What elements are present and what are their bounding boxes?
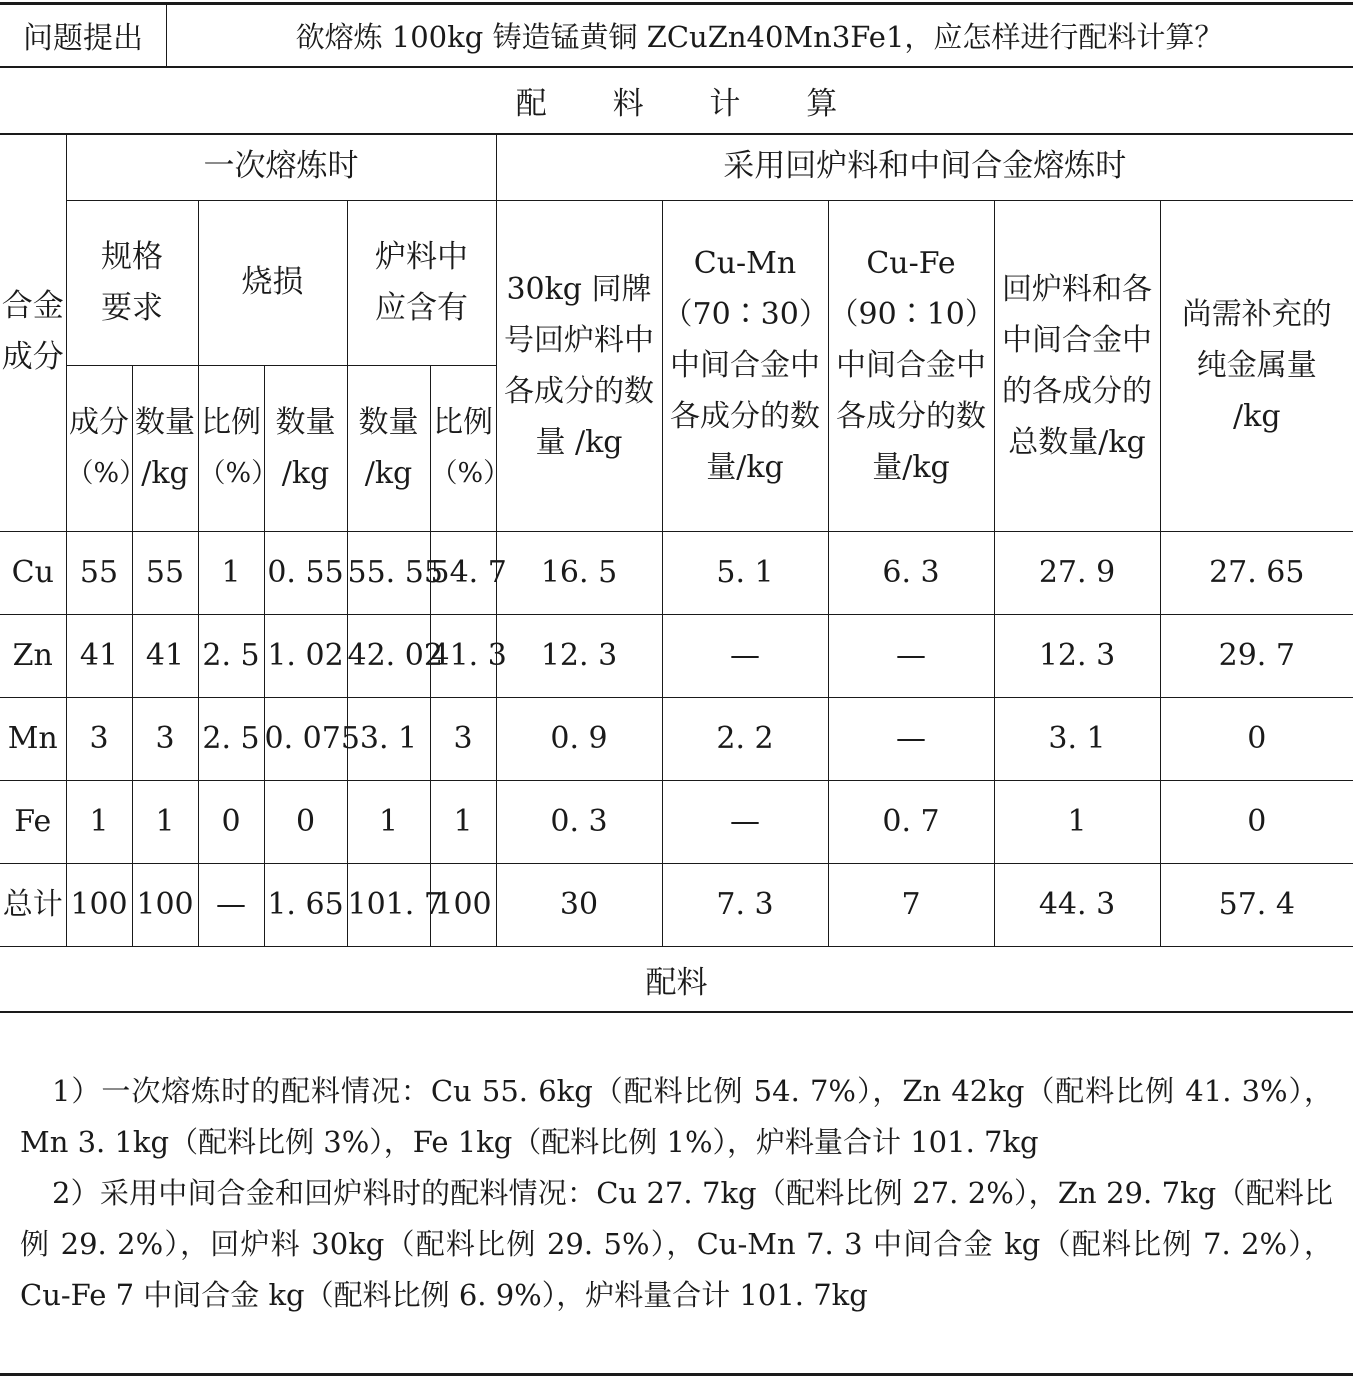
table-cell: 57. 4 — [1160, 863, 1353, 946]
table-cell: 3 — [66, 697, 132, 780]
table-cell: 1 — [994, 780, 1160, 863]
table-cell: 5. 1 — [662, 531, 828, 614]
sub-charge-pct: 比例 （%） — [430, 365, 496, 531]
table-cell: 55 — [66, 531, 132, 614]
table-cell: 7 — [828, 863, 994, 946]
mix-notes — [20, 1066, 1333, 1321]
table-cell: 54. 7 — [430, 531, 496, 614]
table-cell: 0 — [264, 780, 347, 863]
header-spec: 规格要求 — [66, 200, 198, 365]
table-cell: 0. 7 — [828, 780, 994, 863]
table-cell: 55. 55 — [347, 531, 430, 614]
table-cell: 2. 5 — [198, 614, 264, 697]
table-cell: 41 — [132, 614, 198, 697]
row-element: Fe — [0, 780, 66, 863]
table-cell: 41 — [66, 614, 132, 697]
mix-section-title: 配料 — [645, 964, 708, 1001]
calc-section-header — [0, 68, 1353, 133]
header-mixed-melt: 采用回炉料和中间合金熔炼时 — [496, 134, 1353, 200]
table-cell: 41. 3 — [430, 614, 496, 697]
note-single-melt: 1）一次熔炼时的配料情况：Cu 55. 6kg（配料比例 54. 7%），Zn 42kg（配料比例 41. 3%），Mn 3. 1kg（配料比例 3%），Fe 1kg（配料比例 1%），炉料量合计 101. 7kg — [20, 1074, 1333, 1159]
question-label: 问题提出 — [0, 4, 167, 66]
table-cell: 44. 3 — [994, 863, 1160, 946]
header-charge: 炉料中应含有 — [347, 200, 496, 365]
table-cell: 3. 1 — [994, 697, 1160, 780]
row-element: Zn — [0, 614, 66, 697]
table-cell: 3. 1 — [347, 697, 430, 780]
table-cell: 3 — [430, 697, 496, 780]
header-cufe: Cu-Fe （90∶10） 中间合金中各成分的数量/kg — [828, 200, 994, 531]
mix-rule — [0, 1011, 1353, 1013]
sub-spec-qty: 数量 /kg — [132, 365, 198, 531]
table-cell: 100 — [430, 863, 496, 946]
table-cell: 30 — [496, 863, 662, 946]
header-loss: 烧损 — [198, 200, 347, 365]
table-cell: 1. 65 — [264, 863, 347, 946]
table-row — [0, 531, 1353, 614]
table-cell: 42. 02 — [347, 614, 430, 697]
table-cell: 12. 3 — [496, 614, 662, 697]
table-cell: 55 — [132, 531, 198, 614]
table-cell: 12. 3 — [994, 614, 1160, 697]
table-cell: 1 — [132, 780, 198, 863]
header-alloy: 合金成分 — [0, 134, 66, 531]
table-cell: — — [662, 614, 828, 697]
row-element: Mn — [0, 697, 66, 780]
table-cell: 16. 5 — [496, 531, 662, 614]
table-cell: 1 — [66, 780, 132, 863]
header-supplement: 尚需补充的纯金属量 /kg — [1160, 200, 1353, 531]
table-cell: 27. 65 — [1160, 531, 1353, 614]
header-cumn: Cu-Mn （70∶30） 中间合金中各成分的数量/kg — [662, 200, 828, 531]
table-cell: 3 — [132, 697, 198, 780]
sub-charge-qty: 数量 /kg — [347, 365, 430, 531]
question-text: 欲熔炼 100kg 铸造锰黄铜 ZCuZn40Mn3Fe1，应怎样进行配料计算？ — [295, 19, 1224, 54]
table-row — [0, 780, 1353, 863]
table-row — [0, 697, 1353, 780]
table-cell: 27. 9 — [994, 531, 1160, 614]
row-element: 总计 — [0, 863, 66, 946]
table-cell: 1. 02 — [264, 614, 347, 697]
table-cell: 2. 5 — [198, 697, 264, 780]
sub-loss-qty: 数量 /kg — [264, 365, 347, 531]
table-cell: — — [828, 614, 994, 697]
table-cell: 0 — [1160, 780, 1353, 863]
table-cell: 1 — [347, 780, 430, 863]
header-total-alloy: 回炉料和各中间合金中的各成分的总数量/kg — [994, 200, 1160, 531]
sub-loss-pct: 比例 （%） — [198, 365, 264, 531]
table-cell: 100 — [132, 863, 198, 946]
table-cell: 0. 075 — [264, 697, 347, 780]
table-cell: 101. 7 — [347, 863, 430, 946]
mix-section-header — [0, 946, 1353, 1012]
sub-spec-pct: 成分 （%） — [66, 365, 132, 531]
note-mixed-melt: 2）采用中间合金和回炉料时的配料情况：Cu 27. 7kg（配料比例 27. 2%），Zn 29. 7kg（配料比例 29. 2%），回炉料 30kg（配料比例 29. 5%），Cu-Mn 7. 3 中间合金 kg（配料比例 7. 2%），Cu-Fe 7 中间合金 kg（配料比例 6. 9%），炉料量合计 101. 7kg — [20, 1176, 1333, 1312]
table-cell: 0. 9 — [496, 697, 662, 780]
table-cell: — — [198, 863, 264, 946]
row-element: Cu — [0, 531, 66, 614]
table-cell: 29. 7 — [1160, 614, 1353, 697]
calculation-table — [0, 134, 1353, 947]
bottom-rule — [0, 1373, 1353, 1376]
table-cell: — — [828, 697, 994, 780]
table-cell: — — [662, 780, 828, 863]
table-cell: 6. 3 — [828, 531, 994, 614]
table-cell: 1 — [198, 531, 264, 614]
header-single-melt: 一次熔炼时 — [66, 134, 496, 200]
table-cell: 0. 55 — [264, 531, 347, 614]
table-cell: 1 — [430, 780, 496, 863]
header-return: 30kg 同牌号回炉料中各成分的数量 /kg — [496, 200, 662, 531]
table-cell: 0 — [198, 780, 264, 863]
table-row-total — [0, 863, 1353, 946]
table-row — [0, 614, 1353, 697]
table-cell: 0. 3 — [496, 780, 662, 863]
calc-section-title: 配 料 计 算 — [515, 86, 866, 122]
table-cell: 100 — [66, 863, 132, 946]
table-cell: 0 — [1160, 697, 1353, 780]
table-cell: 2. 2 — [662, 697, 828, 780]
table-cell: 7. 3 — [662, 863, 828, 946]
